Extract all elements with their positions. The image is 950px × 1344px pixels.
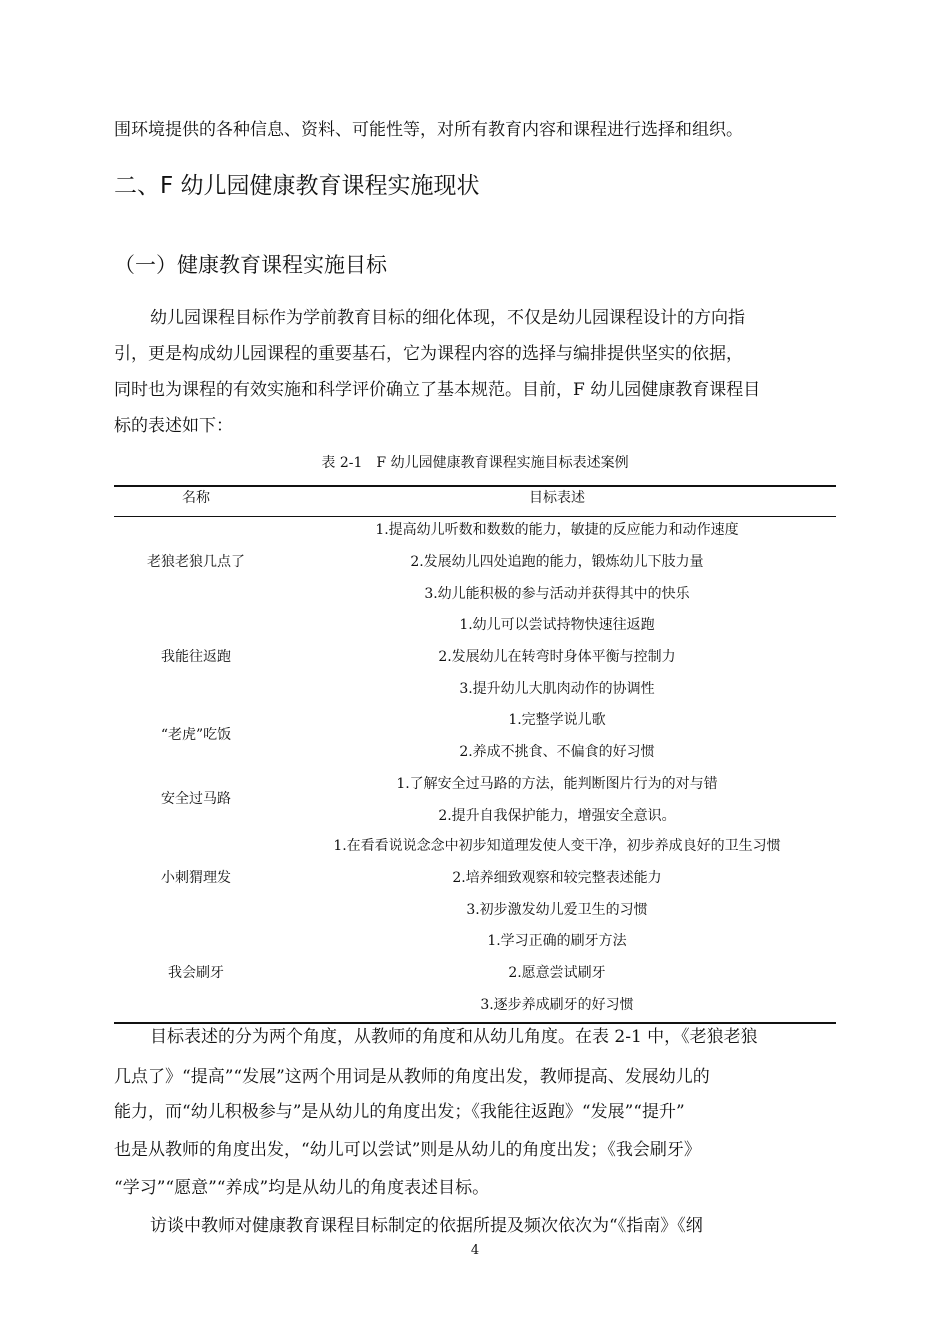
subsection-heading: （一）健康教育课程实施目标 [114,253,387,277]
table-cell-goal: 3.逐步养成刷牙的好习惯 [480,997,634,1013]
table-cell-name: 我能往返跑 [161,649,231,665]
table-cell-name: 小刺猬理发 [161,870,231,886]
paragraph-line: 也是从教师的角度出发，“幼儿可以尝试”则是从幼儿的角度出发；《我会刷牙》 [114,1140,701,1160]
paragraph-line: 能力，而“幼儿积极参与”是从幼儿的角度出发；《我能往返跑》“发展”“提升” [114,1102,685,1122]
table-cell-name: 老狼老狼几点了 [147,554,245,570]
section-heading: 二、F 幼儿园健康教育课程实施现状 [114,173,480,199]
table-cell-name: “老虎”吃饭 [160,727,232,743]
table-cell-goal: 1.在看看说说念念中初步知道理发使人变干净，初步养成良好的卫生习惯 [333,838,781,854]
table-cell-goal: 3.提升幼儿大肌肉动作的协调性 [459,681,655,697]
page-number: 4 [470,1243,480,1258]
table-cell-name: 我会刷牙 [168,965,224,981]
paragraph-line: “学习”“愿意”“养成”均是从幼儿的角度表述目标。 [114,1178,490,1198]
paragraph-line: 目标表述的分为两个角度，从教师的角度和从幼儿角度。在表 2-1 中，《老狼老狼 [150,1027,758,1047]
table-cell-goal: 1.幼儿可以尝试持物快速往返跑 [459,617,655,633]
paragraph-line: 幼儿园课程目标作为学前教育目标的细化体现，不仅是幼儿园课程设计的方向指 [150,308,745,328]
table-cell-goal: 3.初步激发幼儿爱卫生的习惯 [466,902,648,918]
last-paragraph-line: 访谈中教师对健康教育课程目标制定的依据所提及频次依次为“《指南》《纲 [150,1216,703,1236]
table-caption: 表 2-1 F 幼儿园健康教育课程实施目标表述案例 [321,455,629,471]
table-cell-goal: 1.完整学说儿歌 [508,712,606,728]
paragraph-line: 标的表述如下： [114,416,233,436]
paragraph-line: 引，更是构成幼儿园课程的重要基石，它为课程内容的选择与编排提供坚实的依据， [114,344,743,364]
table-cell-name: 安全过马路 [161,791,231,807]
table-header-name: 名称 [182,490,210,506]
paragraph-line: 同时也为课程的有效实施和科学评价确立了基本规范。目前，F 幼儿园健康教育课程目 [114,380,761,400]
table-bottom-rule [114,1022,836,1024]
table-cell-goal: 2.养成不挑食、不偏食的好习惯 [459,744,655,760]
paragraph-line: 几点了》“提高”“发展”这两个用词是从教师的角度出发，教师提高、发展幼儿的 [114,1067,710,1087]
table-cell-goal: 2.培养细致观察和较完整表述能力 [452,870,662,886]
table-cell-goal: 2.愿意尝试刷牙 [508,965,606,981]
table-cell-goal: 2.发展幼儿在转弯时身体平衡与控制力 [438,649,676,665]
table-cell-goal: 2.发展幼儿四处追跑的能力，锻炼幼儿下肢力量 [410,554,704,570]
table-cell-goal: 1.学习正确的刷牙方法 [487,933,627,949]
table-header-goal: 目标表述 [529,490,585,506]
table-cell-goal: 1.提高幼儿听数和数数的能力，敏捷的反应能力和动作速度 [375,522,739,538]
table-cell-goal: 3.幼儿能积极的参与活动并获得其中的快乐 [424,586,690,602]
top-text-line: 围环境提供的各种信息、资料、可能性等，对所有教育内容和课程进行选择和组织。 [114,120,743,140]
table-cell-goal: 1.了解安全过马路的方法，能判断图片行为的对与错 [396,776,718,792]
table-cell-goal: 2.提升自我保护能力，增强安全意识。 [438,808,676,824]
